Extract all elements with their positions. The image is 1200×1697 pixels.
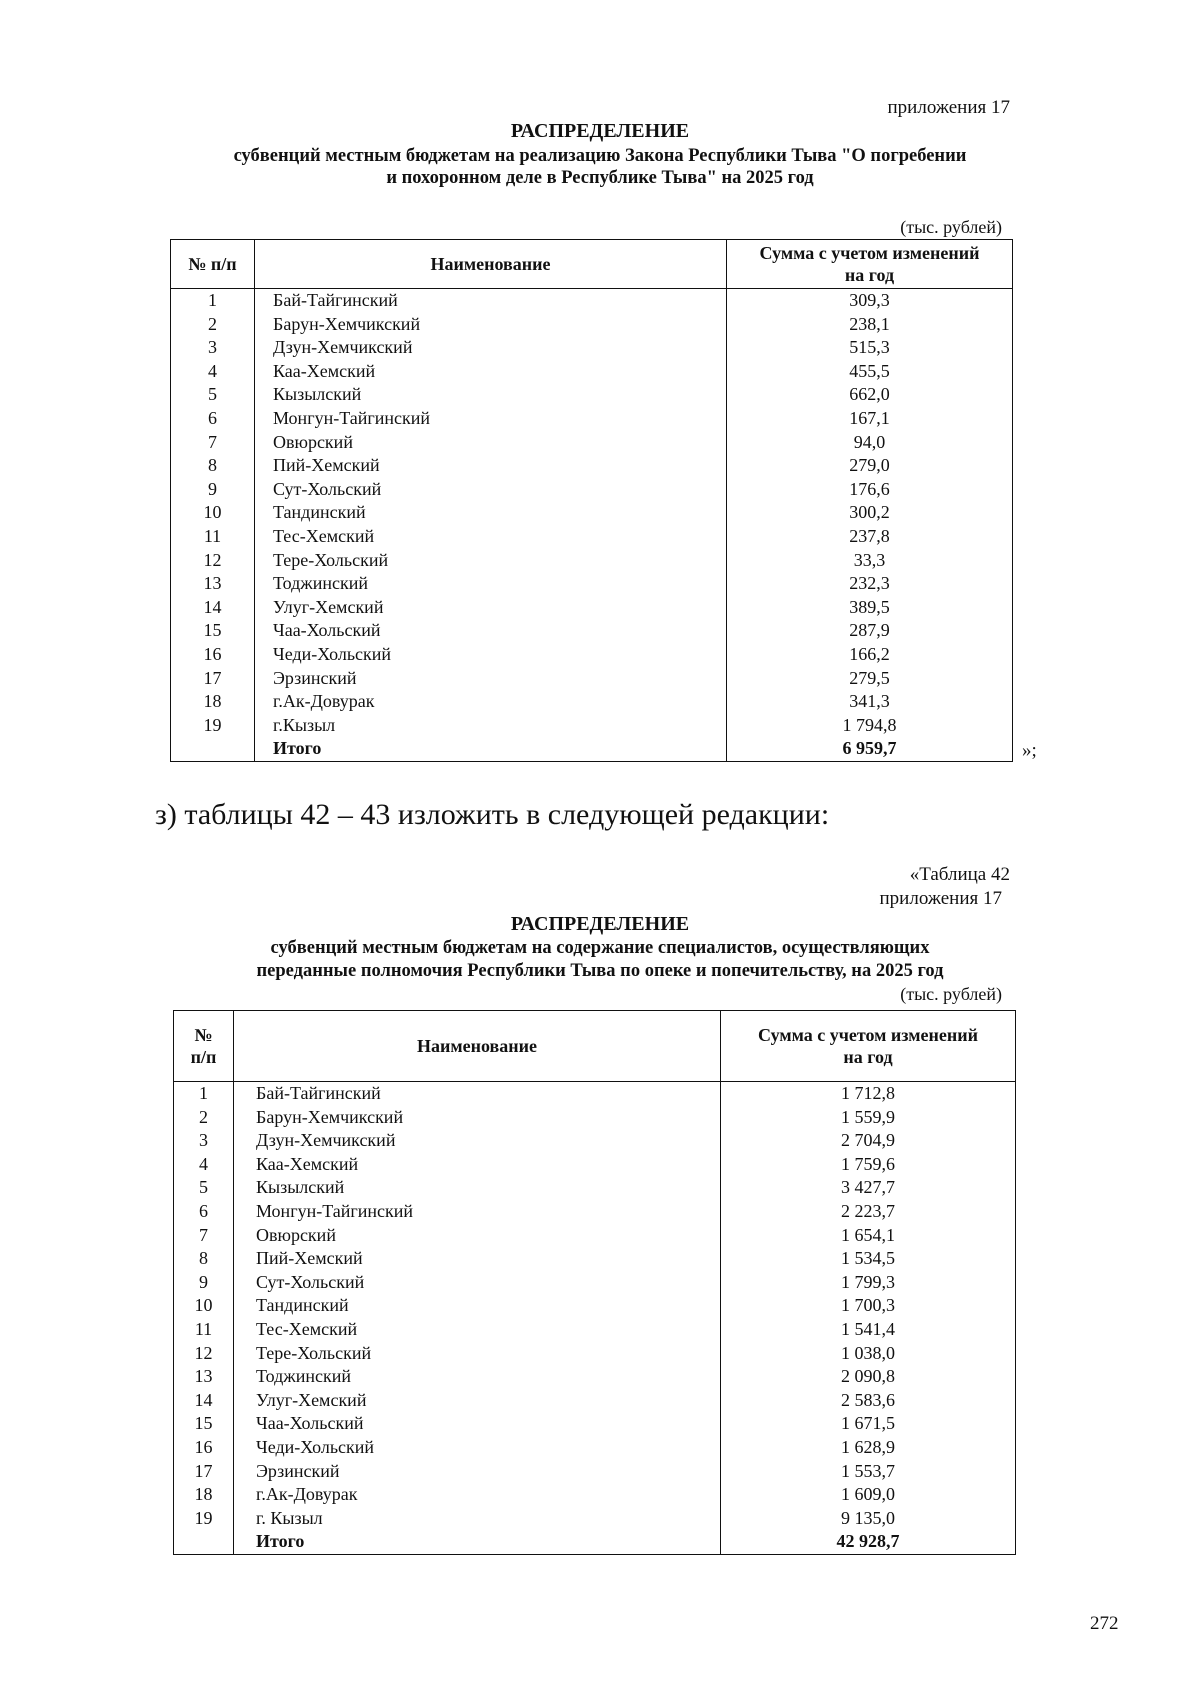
table1-cell-value: 232,3 xyxy=(727,572,1013,596)
table2-cell-value: 1 654,1 xyxy=(721,1224,1016,1248)
table2-cell-num: 11 xyxy=(174,1318,234,1342)
table2-cell-name: Пий-Хемский xyxy=(234,1247,721,1271)
table1-cell-value: 176,6 xyxy=(727,478,1013,502)
table2-cell-num: 10 xyxy=(174,1294,234,1318)
table1-cell-num: 13 xyxy=(171,572,255,596)
table2-cell-name: Сут-Хольский xyxy=(234,1271,721,1295)
table1-cell-value: 662,0 xyxy=(727,383,1013,407)
table1-cell-value: 389,5 xyxy=(727,596,1013,620)
table1-total-value: 6 959,7 xyxy=(727,737,1013,761)
table2 xyxy=(173,1010,1016,1555)
table1-cell-num: 17 xyxy=(171,667,255,691)
table1-cell-name: Бай-Тайгинский xyxy=(255,289,727,313)
table2-cell-name: Дзун-Хемчикский xyxy=(234,1129,721,1153)
table1-row xyxy=(171,643,1013,667)
table1-cell-name: Дзун-Хемчикский xyxy=(255,336,727,360)
table2-cell-name: Каа-Хемский xyxy=(234,1153,721,1177)
table1-cell-num: 10 xyxy=(171,501,255,525)
table2-cell-num: 17 xyxy=(174,1460,234,1484)
table1-row xyxy=(171,313,1013,337)
table2-row xyxy=(174,1460,1016,1484)
table1-cell-value: 167,1 xyxy=(727,407,1013,431)
table2-total-label: Итого xyxy=(234,1530,721,1554)
table2-cell-num: 18 xyxy=(174,1483,234,1507)
table1-header-sum-line2: на год xyxy=(844,265,895,285)
table1 xyxy=(170,239,1013,762)
table1-cell-num: 7 xyxy=(171,431,255,455)
table1-cell-num: 15 xyxy=(171,619,255,643)
table1-cell-num: 2 xyxy=(171,313,255,337)
table1-row xyxy=(171,667,1013,691)
table2-header-num-line2: п/п xyxy=(190,1047,217,1067)
table1-cell-num: 9 xyxy=(171,478,255,502)
table2-body xyxy=(174,1082,1016,1555)
table1-cell-value: 94,0 xyxy=(727,431,1013,455)
table1-cell-name: Тоджинский xyxy=(255,572,727,596)
table2-row xyxy=(174,1412,1016,1436)
table2-cell-num: 3 xyxy=(174,1129,234,1153)
table2-row xyxy=(174,1224,1016,1248)
table1-total-empty xyxy=(171,737,255,761)
table2-cell-name: Эрзинский xyxy=(234,1460,721,1484)
table1-cell-name: Тес-Хемский xyxy=(255,525,727,549)
table1-cell-num: 5 xyxy=(171,383,255,407)
table2-cell-value: 1 671,5 xyxy=(721,1412,1016,1436)
table2-row xyxy=(174,1271,1016,1295)
table2-cell-name: Тоджинский xyxy=(234,1365,721,1389)
table2-unit: (тыс. рублей) xyxy=(900,984,1002,1004)
table1-cell-value: 166,2 xyxy=(727,643,1013,667)
table2-subtitle-line1: субвенций местным бюджетам на содержание специалистов, осуществляющих xyxy=(270,938,930,958)
table1-appendix-ref: приложения 17 xyxy=(887,97,1010,118)
table2-cell-value: 1 541,4 xyxy=(721,1318,1016,1342)
instruction-text: з) таблицы 42 – 43 изложить в следующей редакции: xyxy=(155,798,830,831)
table1-cell-num: 18 xyxy=(171,690,255,714)
table1-row xyxy=(171,572,1013,596)
table1-cell-name: Тандинский xyxy=(255,501,727,525)
table2-cell-name: Овюрский xyxy=(234,1224,721,1248)
table1-row xyxy=(171,525,1013,549)
table1-row xyxy=(171,383,1013,407)
table2-cell-num: 15 xyxy=(174,1412,234,1436)
table1-row xyxy=(171,454,1013,478)
table1-cell-value: 1 794,8 xyxy=(727,714,1013,738)
table2-row xyxy=(174,1200,1016,1224)
table2-cell-name: Монгун-Тайгинский xyxy=(234,1200,721,1224)
table2-cell-name: Тере-Хольский xyxy=(234,1342,721,1366)
table2-cell-value: 2 704,9 xyxy=(721,1129,1016,1153)
table1-cell-name: Улуг-Хемский xyxy=(255,596,727,620)
table1-subtitle-line1: субвенций местным бюджетам на реализацию Закона Республики Тыва "О погребении xyxy=(233,146,967,166)
table1-total-label: Итого xyxy=(255,737,727,761)
table2-header-num-line1: № xyxy=(194,1025,213,1045)
table2-cell-value: 1 700,3 xyxy=(721,1294,1016,1318)
table2-cell-num: 12 xyxy=(174,1342,234,1366)
table2-cell-value: 1 038,0 xyxy=(721,1342,1016,1366)
table2-total-value: 42 928,7 xyxy=(721,1530,1016,1554)
table2-cell-num: 5 xyxy=(174,1176,234,1200)
table2-cell-num: 7 xyxy=(174,1224,234,1248)
table2-cell-name: Кызылский xyxy=(234,1176,721,1200)
table1-title: РАСПРЕДЕЛЕНИЕ xyxy=(510,120,690,142)
table1-row xyxy=(171,431,1013,455)
table2-header-sum xyxy=(721,1011,1016,1082)
table1-cell-value: 300,2 xyxy=(727,501,1013,525)
table2-row xyxy=(174,1436,1016,1460)
table1-row xyxy=(171,549,1013,573)
table1-cell-num: 16 xyxy=(171,643,255,667)
table2-cell-value: 2 223,7 xyxy=(721,1200,1016,1224)
table1-cell-value: 279,5 xyxy=(727,667,1013,691)
table1-body xyxy=(171,289,1013,762)
table2-row xyxy=(174,1389,1016,1413)
table1-cell-value: 309,3 xyxy=(727,289,1013,313)
table2-cell-name: г. Кызыл xyxy=(234,1507,721,1531)
table1-subtitle-line2: и похоронном деле в Республике Тыва" на 2025 год xyxy=(386,168,814,188)
table1-total-row xyxy=(171,737,1013,761)
table1-cell-value: 238,1 xyxy=(727,313,1013,337)
table1-header-sum-line1: Сумма с учетом изменений xyxy=(759,243,980,263)
table1-row xyxy=(171,596,1013,620)
table1-row xyxy=(171,336,1013,360)
table1-cell-name: Овюрский xyxy=(255,431,727,455)
table2-cell-num: 8 xyxy=(174,1247,234,1271)
closing-quote-mark: »; xyxy=(1022,740,1037,761)
table1-cell-name: Тере-Хольский xyxy=(255,549,727,573)
table1-cell-value: 237,8 xyxy=(727,525,1013,549)
table1-cell-name: Пий-Хемский xyxy=(255,454,727,478)
table2-cell-name: г.Ак-Довурак xyxy=(234,1483,721,1507)
table2-cell-num: 2 xyxy=(174,1106,234,1130)
table2-cell-num: 14 xyxy=(174,1389,234,1413)
table2-cell-num: 6 xyxy=(174,1200,234,1224)
table2-row xyxy=(174,1365,1016,1389)
table2-cell-name: Тандинский xyxy=(234,1294,721,1318)
table1-row xyxy=(171,407,1013,431)
table2-cell-num: 1 xyxy=(174,1082,234,1106)
table2-row xyxy=(174,1106,1016,1130)
table2-cell-num: 13 xyxy=(174,1365,234,1389)
table1-row xyxy=(171,501,1013,525)
table2-cell-num: 16 xyxy=(174,1436,234,1460)
table1-cell-num: 4 xyxy=(171,360,255,384)
table1-cell-value: 287,9 xyxy=(727,619,1013,643)
table1-cell-num: 11 xyxy=(171,525,255,549)
table1-cell-num: 14 xyxy=(171,596,255,620)
table2-row xyxy=(174,1247,1016,1271)
table1-cell-name: Кызылский xyxy=(255,383,727,407)
table2-cell-value: 2 090,8 xyxy=(721,1365,1016,1389)
table2-row xyxy=(174,1507,1016,1531)
table2-cell-value: 1 559,9 xyxy=(721,1106,1016,1130)
table1-cell-name: Эрзинский xyxy=(255,667,727,691)
table1-cell-value: 33,3 xyxy=(727,549,1013,573)
table1-cell-num: 12 xyxy=(171,549,255,573)
table1-header-num: № п/п xyxy=(171,240,255,289)
table1-header-name: Наименование xyxy=(255,240,727,289)
table2-title: РАСПРЕДЕЛЕНИЕ xyxy=(510,913,690,935)
table2-subtitle-line2: переданные полномочия Республики Тыва по опеке и попечительству, на 2025 год xyxy=(256,961,944,981)
table1-header-sum xyxy=(727,240,1013,289)
table2-cell-name: Тес-Хемский xyxy=(234,1318,721,1342)
table2-row xyxy=(174,1483,1016,1507)
table1-row xyxy=(171,619,1013,643)
table2-cell-name: Чеди-Хольский xyxy=(234,1436,721,1460)
table2-cell-name: Чаа-Хольский xyxy=(234,1412,721,1436)
table1-cell-name: г.Ак-Довурак xyxy=(255,690,727,714)
table2-cell-value: 9 135,0 xyxy=(721,1507,1016,1531)
table2-cell-value: 1 628,9 xyxy=(721,1436,1016,1460)
table2-cell-value: 1 534,5 xyxy=(721,1247,1016,1271)
table2-cell-value: 2 583,6 xyxy=(721,1389,1016,1413)
table1-cell-name: Монгун-Тайгинский xyxy=(255,407,727,431)
table2-cell-value: 1 553,7 xyxy=(721,1460,1016,1484)
table2-header-name: Наименование xyxy=(234,1011,721,1082)
table1-cell-name: Сут-Хольский xyxy=(255,478,727,502)
table2-header-num xyxy=(174,1011,234,1082)
table2-cell-value: 1 759,6 xyxy=(721,1153,1016,1177)
table1-row xyxy=(171,478,1013,502)
table1-cell-num: 8 xyxy=(171,454,255,478)
table1-cell-num: 1 xyxy=(171,289,255,313)
table1-cell-value: 515,3 xyxy=(727,336,1013,360)
table2-header-sum-line1: Сумма с учетом изменений xyxy=(758,1025,978,1045)
table1-cell-num: 6 xyxy=(171,407,255,431)
table1-row xyxy=(171,360,1013,384)
table1-row xyxy=(171,714,1013,738)
table2-row xyxy=(174,1342,1016,1366)
table1-cell-num: 3 xyxy=(171,336,255,360)
table2-header-sum-line2: на год xyxy=(843,1047,893,1067)
table1-cell-value: 279,0 xyxy=(727,454,1013,478)
table1-unit: (тыс. рублей) xyxy=(900,217,1002,237)
table2-cell-value: 1 609,0 xyxy=(721,1483,1016,1507)
table2-total-row xyxy=(174,1530,1016,1554)
table2-cell-value: 3 427,7 xyxy=(721,1176,1016,1200)
table2-row xyxy=(174,1153,1016,1177)
table1-cell-num: 19 xyxy=(171,714,255,738)
table1-cell-name: Барун-Хемчикский xyxy=(255,313,727,337)
table2-row xyxy=(174,1129,1016,1153)
table1-cell-value: 455,5 xyxy=(727,360,1013,384)
table2-row xyxy=(174,1082,1016,1106)
table1-cell-name: Каа-Хемский xyxy=(255,360,727,384)
table2-cell-num: 19 xyxy=(174,1507,234,1531)
table2-cell-value: 1 712,8 xyxy=(721,1082,1016,1106)
table2-total-empty xyxy=(174,1530,234,1554)
table2-label: «Таблица 42 xyxy=(909,864,1010,885)
table2-row xyxy=(174,1176,1016,1200)
table2-cell-num: 4 xyxy=(174,1153,234,1177)
table1-cell-name: Чаа-Хольский xyxy=(255,619,727,643)
table2-cell-name: Улуг-Хемский xyxy=(234,1389,721,1413)
table1-row xyxy=(171,690,1013,714)
table2-cell-num: 9 xyxy=(174,1271,234,1295)
table2-row xyxy=(174,1318,1016,1342)
table1-cell-value: 341,3 xyxy=(727,690,1013,714)
table1-cell-name: Чеди-Хольский xyxy=(255,643,727,667)
table2-cell-name: Бай-Тайгинский xyxy=(234,1082,721,1106)
table2-cell-name: Барун-Хемчикский xyxy=(234,1106,721,1130)
table1-row xyxy=(171,289,1013,313)
table1-cell-name: г.Кызыл xyxy=(255,714,727,738)
table2-row xyxy=(174,1294,1016,1318)
page-number: 272 xyxy=(1090,1613,1119,1634)
table2-cell-value: 1 799,3 xyxy=(721,1271,1016,1295)
table2-appendix-ref: приложения 17 xyxy=(879,888,1002,909)
